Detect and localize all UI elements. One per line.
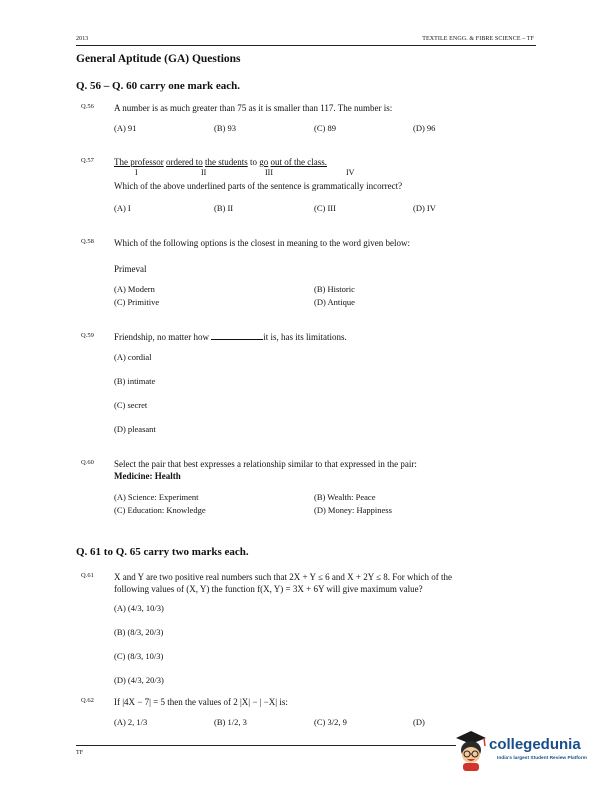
roman-numeral-iii: III <box>265 168 273 177</box>
option-a: (A) Modern <box>114 284 155 294</box>
footer-paper-code: TF <box>76 750 84 756</box>
question-text <box>114 332 347 342</box>
option-b: (B) Wealth: Peace <box>314 492 376 502</box>
question-text-start: Friendship, no matter how <box>114 332 212 342</box>
header-rule <box>76 45 536 46</box>
option-a: (A) cordial <box>114 352 152 362</box>
question-text: A number is as much greater than 75 as it is smaller than 117. The number is: <box>114 103 393 113</box>
option-c: (C) Primitive <box>114 297 160 307</box>
option-d: (D) Money: Happiness <box>314 505 392 515</box>
given-pair: Medicine: Health <box>114 471 181 481</box>
roman-numeral-ii: II <box>201 168 207 177</box>
header-year: 2013 <box>76 36 89 42</box>
question-text-end: it is, has its limitations. <box>263 332 347 342</box>
option-b: (B) 1/2, 3 <box>214 717 247 727</box>
underlined-part-iii: the students <box>204 157 248 167</box>
option-d: (D) <box>413 717 425 727</box>
logo-tagline: India's largest Student Review Platform <box>497 756 587 761</box>
roman-numeral-iv: IV <box>346 168 355 177</box>
option-c: (C) III <box>314 203 336 213</box>
option-c: (C) 3/2, 9 <box>314 717 347 727</box>
question-number: Q.61 <box>81 572 94 579</box>
question-number: Q.58 <box>81 238 94 245</box>
option-a: (A) 91 <box>114 123 137 133</box>
question-text: Which of the following options is the closest in meaning to the word given below: <box>114 238 410 248</box>
question-text: Select the pair that best expresses a relationship similar to that expressed in the pair: <box>114 459 417 469</box>
question-text: If |4X − 7| = 5 then the values of 2 |X| − | −X| is: <box>114 697 288 707</box>
blank-line <box>211 332 263 340</box>
question-text-line-2: following values of (X, Y) the function f(X, Y) = 3X + 6Y will give maximum value? <box>114 584 423 594</box>
option-c: (C) 89 <box>314 123 336 133</box>
logo-wordmark: collegedunia <box>489 736 581 753</box>
option-b: (B) Historic <box>314 284 355 294</box>
option-d: (D) (4/3, 20/3) <box>114 675 164 685</box>
question-number: Q.62 <box>81 697 94 704</box>
option-c: (C) secret <box>114 400 148 410</box>
option-d: (D) Antique <box>314 297 355 307</box>
option-b: (B) (8/3, 20/3) <box>114 627 164 637</box>
question-number: Q.56 <box>81 103 94 110</box>
option-c: (C) (8/3, 10/3) <box>114 651 164 661</box>
underlined-part-ii: ordered to <box>165 157 203 167</box>
underlined-part-iv: out of the class. <box>270 157 327 167</box>
option-b: (B) intimate <box>114 376 156 386</box>
page-title: General Aptitude (GA) Questions <box>76 53 241 65</box>
option-d: (D) pleasant <box>114 424 156 434</box>
question-number: Q.57 <box>81 157 94 164</box>
sentence-connector: to <box>247 157 260 167</box>
given-word: Primeval <box>114 264 147 274</box>
question-number: Q.60 <box>81 459 94 466</box>
option-a: (A) 2, 1/3 <box>114 717 148 727</box>
question-number: Q.59 <box>81 332 94 339</box>
underlined-part-i: The professor <box>114 157 164 167</box>
option-b: (B) 93 <box>214 123 236 133</box>
option-d: (D) IV <box>413 203 436 213</box>
section-heading-one-mark: Q. 56 – Q. 60 carry one mark each. <box>76 80 241 92</box>
mascot-icon <box>452 728 490 772</box>
option-a: (A) (4/3, 10/3) <box>114 603 164 613</box>
footer-rule <box>76 745 456 746</box>
roman-numeral-i: I <box>135 168 138 177</box>
header-paper-name: TEXTILE ENGG. & FIBRE SCIENCE – TF <box>422 36 534 42</box>
question-text: Which of the above underlined parts of the sentence is grammatically incorrect? <box>114 181 403 191</box>
option-a: (A) I <box>114 203 131 213</box>
underlined-part-go: go <box>259 157 269 167</box>
option-d: (D) 96 <box>413 123 436 133</box>
question-sentence <box>114 157 327 167</box>
section-heading-two-marks: Q. 61 to Q. 65 carry two marks each. <box>76 546 249 558</box>
question-text-line-1: X and Y are two positive real numbers such that 2X + Y ≤ 6 and X + 2Y ≤ 8. For which of the <box>114 572 453 582</box>
option-a: (A) Science: Experiment <box>114 492 199 502</box>
option-b: (B) II <box>214 203 234 213</box>
option-c: (C) Education: Knowledge <box>114 505 206 515</box>
